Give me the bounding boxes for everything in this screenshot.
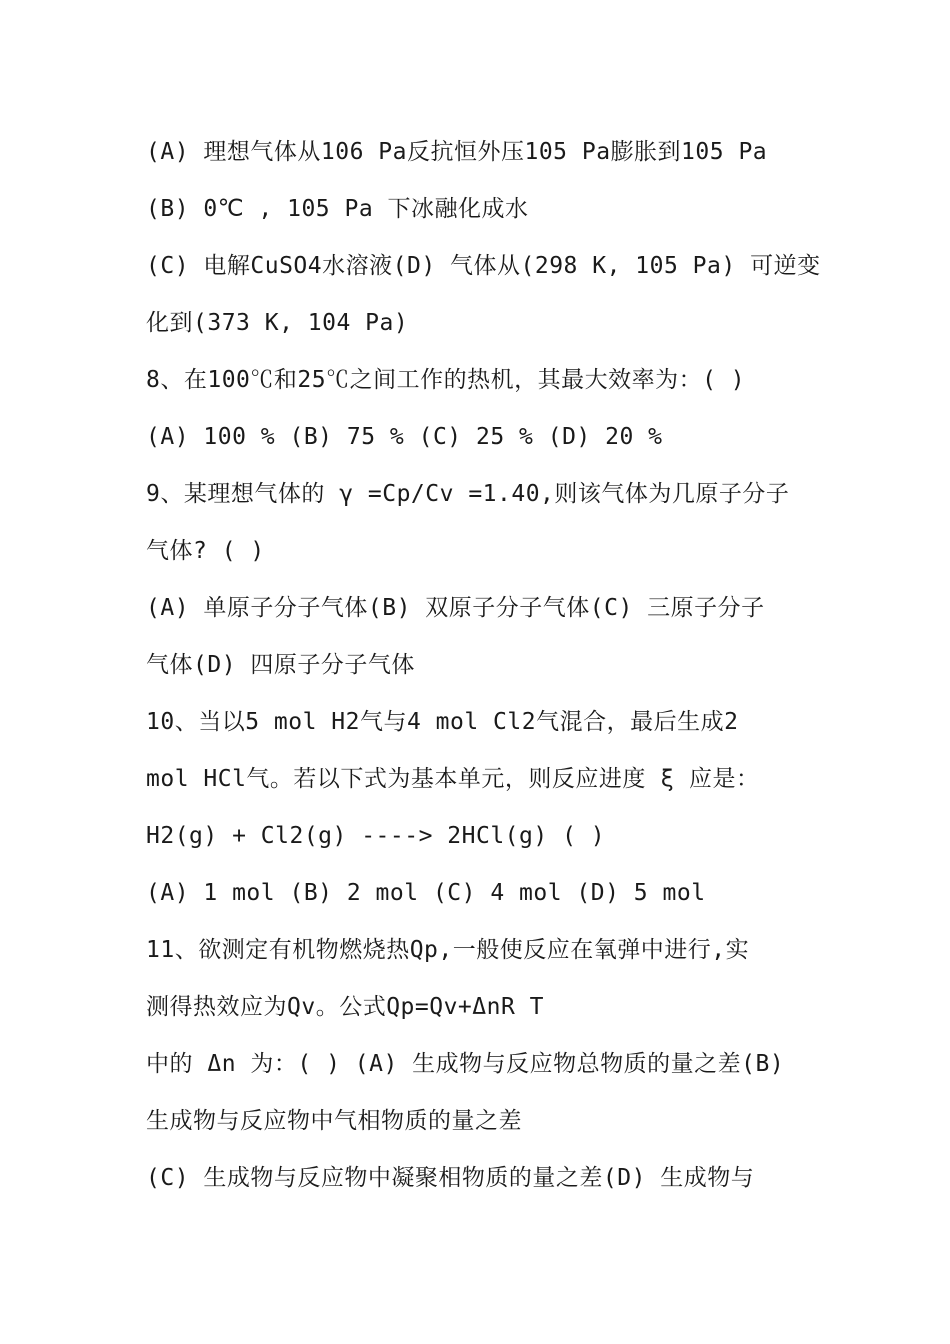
text-line-question-10-options: (A) 1 mol (B) 2 mol (C) 4 mol (D) 5 mol bbox=[146, 880, 706, 906]
text-line-question-11-option-b: 生成物与反应物中气相物质的量之差 bbox=[146, 1108, 522, 1134]
text-line-question-11-option-c-d: (C) 生成物与反应物中凝聚相物质的量之差(D) 生成物与 bbox=[146, 1165, 755, 1191]
text-line-question-10-cont: mol HCl气。若以下式为基本单元，则反应进度 ξ 应是： bbox=[146, 766, 760, 792]
text-line-option-b: (B) 0℃ , 105 Pa 下冰融化成水 bbox=[146, 196, 529, 222]
text-line-question-9-options: (A) 单原子分子气体(B) 双原子分子气体(C) 三原子分子 bbox=[146, 595, 765, 621]
text-line-question-11: 11、欲测定有机物燃烧热Qp,一般使反应在氧弹中进行,实 bbox=[146, 937, 750, 963]
text-line-question-9-cont: 气体? ( ) bbox=[146, 538, 265, 564]
text-line-option-c-d: (C) 电解CuSO4水溶液(D) 气体从(298 K, 105 Pa) 可逆变 bbox=[146, 253, 821, 279]
text-line-question-11-formula: 测得热效应为Qv。公式Qp=Qv+ΔnR T bbox=[146, 994, 545, 1020]
text-line-question-10-equation: H2(g) + Cl2(g) ----> 2HCl(g) ( ) bbox=[146, 823, 606, 849]
text-line-question-9-options-cont: 气体(D) 四原子分子气体 bbox=[146, 652, 415, 678]
text-line-question-8-options: (A) 100 % (B) 75 % (C) 25 % (D) 20 % bbox=[146, 424, 663, 450]
text-line-question-11-options: 中的 Δn 为：( ) (A) 生成物与反应物总物质的量之差(B) bbox=[146, 1051, 785, 1077]
text-line-option-a: (A) 理想气体从106 Pa反抗恒外压105 Pa膨胀到105 Pa bbox=[146, 139, 768, 165]
text-line-question-10: 10、当以5 mol H2气与4 mol Cl2气混合，最后生成2 bbox=[146, 709, 739, 735]
text-line-question-8: 8、在100℃和25℃之间工作的热机，其最大效率为：( ) bbox=[146, 367, 746, 393]
text-line-option-d-cont: 化到(373 K, 104 Pa) bbox=[146, 310, 409, 336]
text-line-question-9: 9、某理想气体的 γ =Cp/Cv =1.40,则该气体为几原子分子 bbox=[146, 481, 790, 507]
